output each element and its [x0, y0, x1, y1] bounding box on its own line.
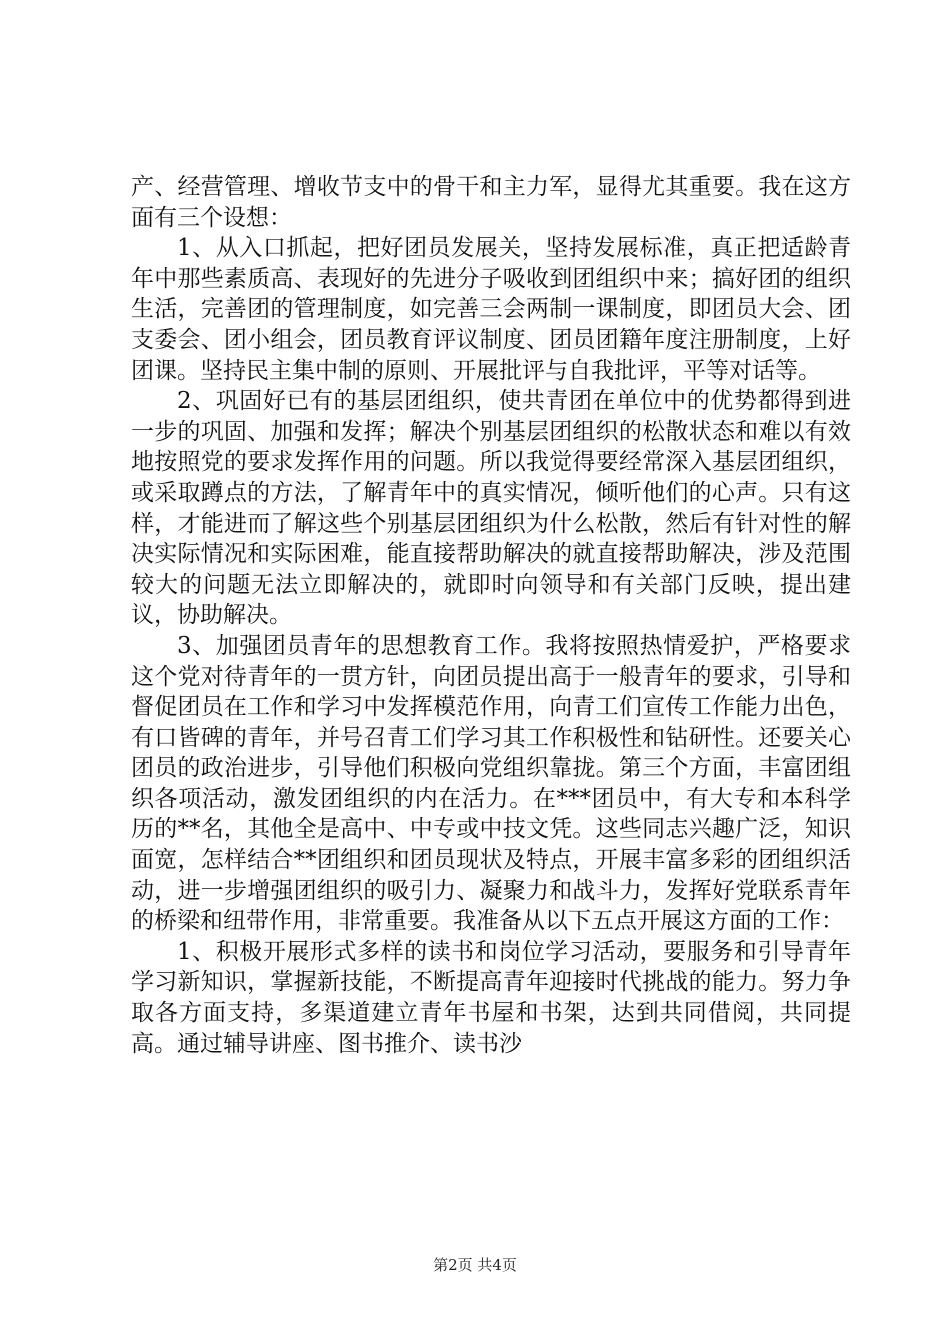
paragraph-2: 1、从入口抓起，把好团员发展关，坚持发展标准，真正把适龄青年中那些素质高、表现好的先进分子吸收到团组织中来；搞好团的组织生活，完善团的管理制度，如完善三会两制一课制度，即团员大会、团支委会、团小组会，团员教育评议制度、团员团籍年度注册制度，上好团课。坚持民主集中制的原则、开展批评与自我批评，平等对话等。 — [131, 235, 851, 384]
paragraph-5: 1、积极开展形式多样的读书和岗位学习活动，要服务和引导青年学习新知识，掌握新技能，不断提高青年迎接时代挑战的能力。努力争取各方面支持，多渠道建立青年书屋和书架，达到共同借阅，共同提高。通过辅导讲座、图书推介、读书沙 — [131, 938, 851, 1057]
document-body — [131, 172, 851, 1059]
paragraph-4: 3、加强团员青年的思想教育工作。我将按照热情爱护，严格要求这个党对待青年的一贯方针，向团员提出高于一般青年的要求，引导和督促团员在工作和学习中发挥模范作用，向青工们宣传工作能力出色，有口皆碑的青年，并号召青工们学习其工作积极性和钻研性。还要关心团员的政治进步，引导他们积极向党组织靠拢。第三个方面，丰富团组织各项活动，激发团组织的内在活力。在***团员中，有大专和本科学历的**名，其他全是高中、中专或中技文凭。这些同志兴趣广泛，知识面宽，怎样结合**团组织和团员现状及特点，开展丰富多彩的团组织活动，进一步增强团组织的吸引力、凝聚力和战斗力，发挥好党联系青年的桥梁和纽带作用，非常重要。我准备从以下五点开展这方面的工作： — [131, 632, 851, 935]
paragraph-3: 2、巩固好已有的基层团组织，使共青团在单位中的优势都得到进一步的巩固、加强和发挥；解决个别基层团组织的松散状态和难以有效地按照党的要求发挥作用的问题。所以我觉得要经常深入基层团组织，或采取蹲点的方法，了解青年中的真实情况，倾听他们的心声。只有这样，才能进而了解这些个别基层团组织为什么松散，然后有针对性的解决实际情况和实际困难，能直接帮助解决的就直接帮助解决，涉及范围较大的问题无法立即解决的，就即时向领导和有关部门反映，提出建议，协助解决。 — [131, 388, 851, 629]
page-footer: 第2页 共4页 — [433, 1256, 517, 1274]
paragraph-1: 产、经营管理、增收节支中的骨干和主力军，显得尤其重要。我在这方面有三个设想： — [131, 174, 851, 231]
